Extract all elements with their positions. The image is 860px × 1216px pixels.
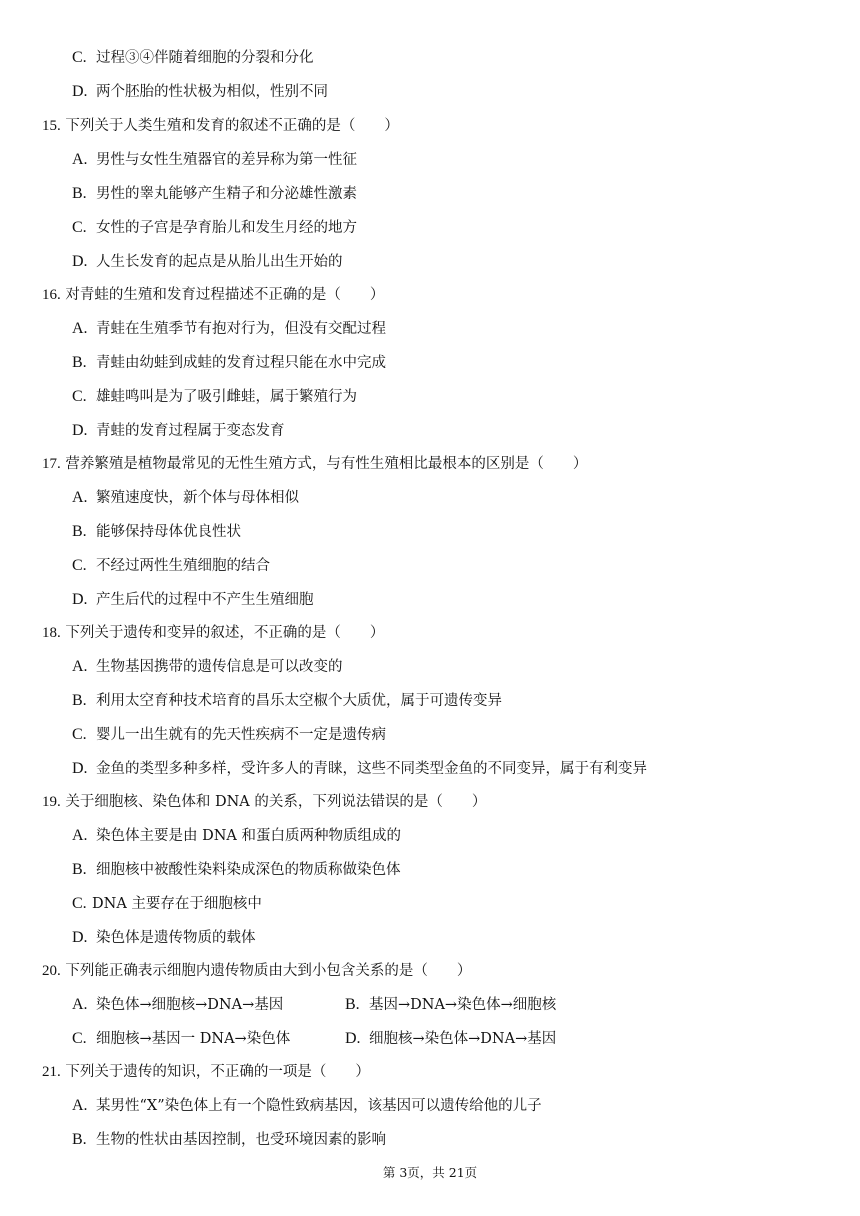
option-label: A. — [72, 1097, 88, 1114]
question-text: 营养繁殖是植物最常见的无性生殖方式，与有性生殖相比最根本的区别是（ ） — [65, 456, 588, 472]
option-label: B. — [72, 1131, 87, 1148]
question-text: 下列关于遗传和变异的叙述，不正确的是（ ） — [65, 625, 385, 641]
option-text: 生物的性状由基因控制，也受环境因素的影响 — [96, 1132, 386, 1148]
option-label: C. — [72, 726, 87, 743]
option-d — [345, 1029, 556, 1049]
option-a — [72, 319, 386, 339]
question-text: 对青蛙的生殖和发育过程描述不正确的是（ ） — [65, 287, 385, 303]
option-text: 青蛙的发育过程属于变态发育 — [96, 423, 285, 439]
option-label: D. — [72, 83, 88, 100]
option-text: 利用太空育种技术培育的昌乐太空椒个大质优，属于可遗传变异 — [96, 693, 502, 709]
option-label: B. — [72, 861, 87, 878]
option-text: 过程③④伴随着细胞的分裂和分化 — [96, 50, 314, 66]
option-label: B. — [72, 354, 87, 371]
option-label: D. — [72, 253, 88, 270]
option-text: 婴儿一出生就有的先天性疾病不一定是遗传病 — [96, 727, 386, 743]
question-text: 下列关于人类生殖和发育的叙述不正确的是（ ） — [65, 118, 399, 134]
option-label: A. — [72, 827, 88, 844]
question-text: 关于细胞核、染色体和 DNA 的关系，下列说法错误的是（ ） — [65, 794, 487, 810]
question-text: 下列关于遗传的知识，不正确的一项是（ ） — [65, 1064, 370, 1080]
option-label: B. — [72, 523, 87, 540]
option-b — [72, 860, 401, 880]
option-label: B. — [72, 692, 87, 709]
question-21 — [42, 1062, 370, 1082]
question-number: 20. — [42, 963, 61, 979]
option-label: D. — [72, 422, 88, 439]
option-label: A. — [72, 658, 88, 675]
option-label: A. — [72, 320, 88, 337]
option-text: 能够保持母体优良性状 — [96, 524, 241, 540]
option-c — [72, 218, 357, 238]
question-number: 21. — [42, 1064, 61, 1080]
option-text: 青蛙在生殖季节有抱对行为，但没有交配过程 — [96, 321, 386, 337]
option-text: 染色体→细胞核→DNA→基因 — [96, 997, 284, 1013]
option-text: 不经过两性生殖细胞的结合 — [96, 558, 270, 574]
option-text: 繁殖速度快，新个体与母体相似 — [96, 490, 299, 506]
option-b — [72, 353, 386, 373]
option-a — [72, 995, 283, 1015]
option-d — [72, 928, 256, 948]
question-19 — [42, 792, 486, 812]
option-c — [72, 725, 386, 745]
option-label: C. — [72, 895, 87, 912]
option-text: DNA 主要存在于细胞核中 — [92, 896, 262, 912]
question-17 — [42, 454, 587, 474]
option-label: C. — [72, 49, 87, 66]
option-text: 两个胚胎的性状极为相似，性别不同 — [96, 84, 328, 100]
option-a — [72, 150, 357, 170]
option-label: D. — [345, 1030, 361, 1047]
question-text: 下列能正确表示细胞内遗传物质由大到小包含关系的是（ ） — [65, 963, 472, 979]
option-text: 细胞核→染色体→DNA→基因 — [369, 1031, 557, 1047]
question-number: 17. — [42, 456, 61, 472]
option-label: B. — [345, 996, 360, 1013]
option-c — [72, 387, 357, 407]
option-d — [72, 759, 647, 779]
option-c — [72, 1029, 290, 1049]
option-b — [72, 522, 241, 542]
question-number: 15. — [42, 118, 61, 134]
option-label: D. — [72, 929, 88, 946]
option-d — [72, 590, 314, 610]
option-text: 细胞核中被酸性染料染成深色的物质称做染色体 — [96, 862, 401, 878]
option-label: C. — [72, 1030, 87, 1047]
option-label: C. — [72, 388, 87, 405]
question-20 — [42, 961, 471, 981]
option-label: D. — [72, 760, 88, 777]
option-label: A. — [72, 489, 88, 506]
option-text: 染色体主要是由 DNA 和蛋白质两种物质组成的 — [96, 828, 402, 844]
option-text: 人生长发育的起点是从胎儿出生开始的 — [96, 254, 343, 270]
option-a — [72, 826, 401, 846]
option-a — [72, 657, 343, 677]
option-text: 染色体是遗传物质的载体 — [96, 930, 256, 946]
option-text: 雄蛙鸣叫是为了吸引雌蛙，属于繁殖行为 — [96, 389, 357, 405]
option-text: 金鱼的类型多种多样，受许多人的青睐，这些不同类型金鱼的不同变异，属于有利变异 — [96, 761, 647, 777]
option-d — [72, 82, 328, 102]
option-c — [72, 894, 262, 914]
option-label: A. — [72, 151, 88, 168]
option-label: A. — [72, 996, 88, 1013]
question-number: 18. — [42, 625, 61, 641]
option-a — [72, 488, 299, 508]
option-text: 基因→DNA→染色体→细胞核 — [369, 997, 557, 1013]
option-c — [72, 556, 270, 576]
option-b — [72, 691, 502, 711]
option-label: D. — [72, 591, 88, 608]
option-text: 生物基因携带的遗传信息是可以改变的 — [96, 659, 343, 675]
option-label: C. — [72, 219, 87, 236]
question-number: 16. — [42, 287, 61, 303]
option-b — [345, 995, 556, 1015]
option-d — [72, 252, 343, 272]
question-number: 19. — [42, 794, 61, 810]
option-b — [72, 184, 357, 204]
option-b — [72, 1130, 386, 1150]
option-text: 某男性“X”染色体上有一个隐性致病基因，该基因可以遗传给他的儿子 — [96, 1098, 542, 1114]
option-label: C. — [72, 557, 87, 574]
page-footer: 第 3页，共 21页 — [382, 1165, 478, 1180]
question-16 — [42, 285, 384, 305]
option-text: 产生后代的过程中不产生生殖细胞 — [96, 592, 314, 608]
question-15 — [42, 116, 399, 136]
option-d — [72, 421, 285, 441]
question-18 — [42, 623, 384, 643]
option-label: B. — [72, 185, 87, 202]
option-text: 青蛙由幼蛙到成蛙的发育过程只能在水中完成 — [96, 355, 386, 371]
option-a — [72, 1096, 542, 1116]
option-c — [72, 48, 314, 68]
option-text: 细胞核→基因一 DNA→染色体 — [96, 1031, 291, 1047]
option-text: 男性的睾丸能够产生精子和分泌雄性激素 — [96, 186, 357, 202]
option-text: 女性的子宫是孕育胎儿和发生月经的地方 — [96, 220, 357, 236]
option-text: 男性与女性生殖器官的差异称为第一性征 — [96, 152, 357, 168]
